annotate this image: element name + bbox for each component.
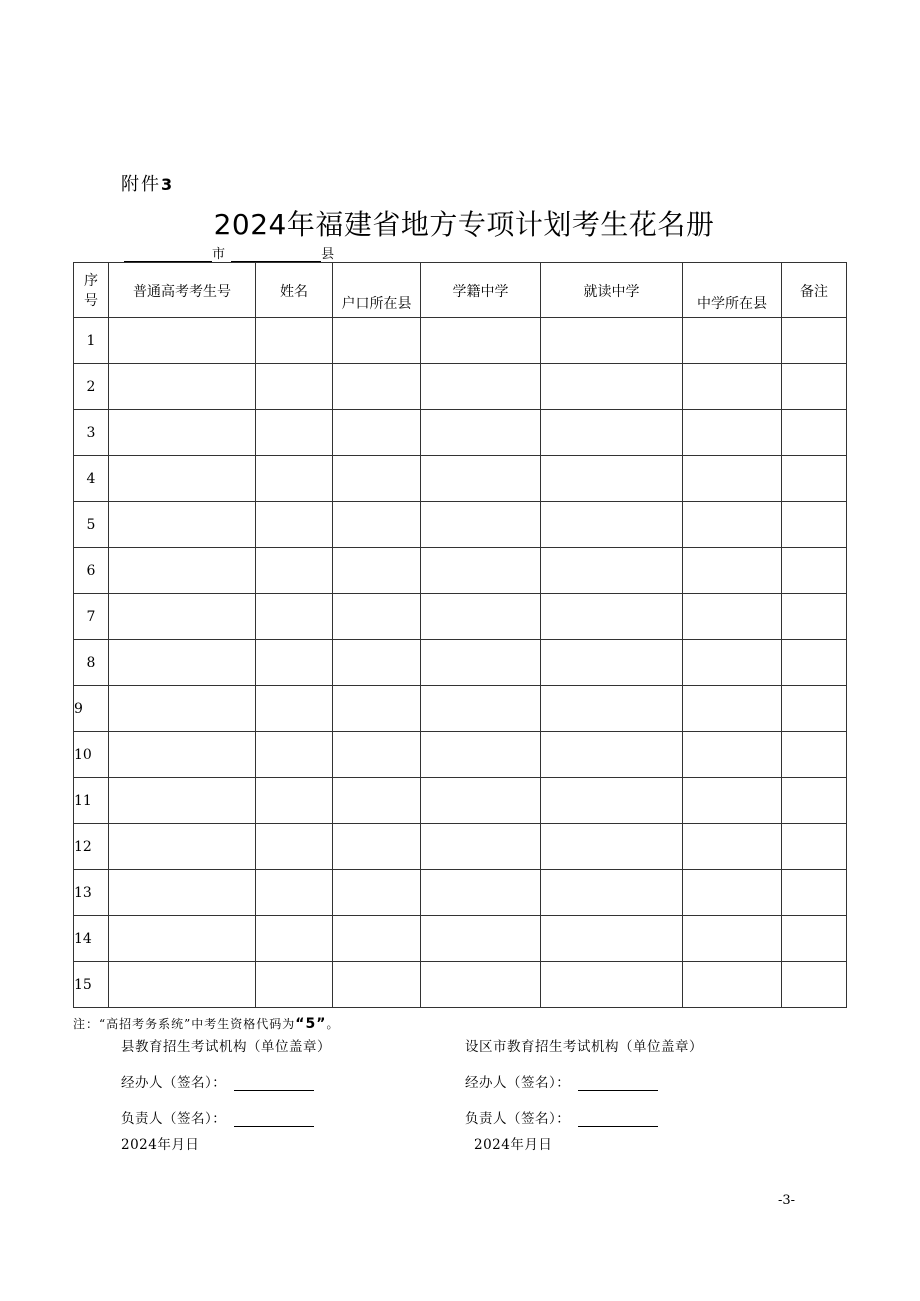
right-leader-blank[interactable]: [578, 1112, 658, 1127]
table-cell[interactable]: [782, 916, 847, 962]
table-cell[interactable]: [421, 594, 541, 640]
table-cell[interactable]: [541, 916, 683, 962]
table-cell[interactable]: [541, 824, 683, 870]
table-cell[interactable]: [333, 962, 421, 1008]
left-handler-line: 经办人（签名）：: [121, 1071, 314, 1091]
header-row: [74, 263, 847, 318]
col-header-remarks: 备注: [782, 263, 847, 318]
table-cell[interactable]: [421, 364, 541, 410]
table-cell[interactable]: [782, 548, 847, 594]
table-cell[interactable]: [541, 456, 683, 502]
table-cell[interactable]: [782, 732, 847, 778]
left-leader-line: 负责人（签名）：: [121, 1107, 314, 1127]
row-seq-cell: 13: [74, 870, 109, 916]
table-cell[interactable]: [782, 594, 847, 640]
table-cell[interactable]: [421, 824, 541, 870]
table-cell[interactable]: [541, 364, 683, 410]
table-cell[interactable]: [109, 732, 256, 778]
table-cell[interactable]: [683, 870, 782, 916]
table-cell[interactable]: [256, 456, 333, 502]
table-cell[interactable]: [109, 686, 256, 732]
county-suffix: 县: [321, 247, 335, 262]
table-cell[interactable]: [256, 962, 333, 1008]
right-leader-line: 负责人（签名）：: [465, 1107, 658, 1127]
row-seq-cell: 1: [74, 318, 109, 364]
table-cell[interactable]: [782, 502, 847, 548]
table-row: [74, 594, 847, 640]
table-cell[interactable]: [782, 962, 847, 1008]
row-seq-cell: 7: [74, 594, 109, 640]
table-row: [74, 870, 847, 916]
table-cell[interactable]: [683, 410, 782, 456]
table-cell[interactable]: [256, 732, 333, 778]
table-cell[interactable]: [683, 548, 782, 594]
table-cell[interactable]: [256, 640, 333, 686]
table-row: [74, 962, 847, 1008]
table-cell[interactable]: [683, 456, 782, 502]
table-cell[interactable]: [333, 778, 421, 824]
table-cell[interactable]: [421, 502, 541, 548]
left-handler-blank[interactable]: [234, 1076, 314, 1091]
table-cell[interactable]: [333, 502, 421, 548]
col-header-household-county: 户口所在县: [333, 263, 421, 318]
table-cell[interactable]: [109, 594, 256, 640]
page-title: 2024年福建省地方专项计划考生花名册: [213, 208, 715, 241]
region-line: [124, 243, 334, 262]
table-row: [74, 502, 847, 548]
table-cell[interactable]: [109, 364, 256, 410]
table-cell[interactable]: [256, 916, 333, 962]
table-cell[interactable]: [333, 364, 421, 410]
table-cell[interactable]: [109, 870, 256, 916]
right-date: 2024年月日: [474, 1137, 553, 1153]
table-cell[interactable]: [683, 502, 782, 548]
table-row: [74, 456, 847, 502]
table-cell[interactable]: [333, 916, 421, 962]
row-seq-cell: 12: [74, 824, 109, 870]
table-cell[interactable]: [683, 318, 782, 364]
table-cell[interactable]: [782, 364, 847, 410]
qualification-code: “5”: [295, 1016, 327, 1032]
roster-table: [73, 262, 847, 1008]
city-blank[interactable]: [124, 247, 212, 262]
table-row: [74, 732, 847, 778]
table-cell[interactable]: [333, 594, 421, 640]
col-header-exam-id: 普通高考考生号: [109, 263, 256, 318]
county-blank[interactable]: [231, 247, 321, 262]
row-seq-cell: 9: [74, 686, 109, 732]
table-cell[interactable]: [421, 410, 541, 456]
table-cell[interactable]: [421, 456, 541, 502]
table-cell[interactable]: [782, 318, 847, 364]
table-cell[interactable]: [421, 916, 541, 962]
table-cell[interactable]: [782, 456, 847, 502]
table-cell[interactable]: [541, 594, 683, 640]
col-header-school-county: 中学所在县: [683, 263, 782, 318]
table-cell[interactable]: [683, 640, 782, 686]
table-cell[interactable]: [541, 732, 683, 778]
table-cell[interactable]: [421, 870, 541, 916]
col-header-name: 姓名: [256, 263, 333, 318]
table-cell[interactable]: [256, 318, 333, 364]
table-cell[interactable]: [256, 548, 333, 594]
table-cell[interactable]: [541, 962, 683, 1008]
attachment-number: 3: [161, 175, 175, 194]
table-cell[interactable]: [421, 778, 541, 824]
left-date: 2024年月日: [121, 1137, 200, 1153]
table-row: [74, 686, 847, 732]
col-header-registered-school: 学籍中学: [421, 263, 541, 318]
table-cell[interactable]: [782, 870, 847, 916]
table-cell[interactable]: [421, 962, 541, 1008]
table-cell[interactable]: [109, 548, 256, 594]
table-cell[interactable]: [256, 824, 333, 870]
left-leader-blank[interactable]: [234, 1112, 314, 1127]
table-cell[interactable]: [109, 318, 256, 364]
table-cell[interactable]: [256, 778, 333, 824]
right-handler-blank[interactable]: [578, 1076, 658, 1091]
table-cell[interactable]: [541, 410, 683, 456]
table-row: [74, 410, 847, 456]
table-cell[interactable]: [541, 502, 683, 548]
table-cell[interactable]: [683, 732, 782, 778]
table-cell[interactable]: [421, 732, 541, 778]
row-seq-cell: 3: [74, 410, 109, 456]
table-cell[interactable]: [782, 640, 847, 686]
table-cell[interactable]: [333, 732, 421, 778]
table-cell[interactable]: [782, 778, 847, 824]
table-cell[interactable]: [109, 824, 256, 870]
table-cell[interactable]: [333, 410, 421, 456]
table-cell[interactable]: [256, 594, 333, 640]
table-cell[interactable]: [683, 686, 782, 732]
table-cell[interactable]: [109, 640, 256, 686]
table-cell[interactable]: [541, 640, 683, 686]
city-suffix: 市: [212, 247, 226, 262]
row-seq-cell: 14: [74, 916, 109, 962]
table-row: [74, 364, 847, 410]
table-cell[interactable]: [256, 364, 333, 410]
table-cell[interactable]: [421, 318, 541, 364]
table-row: [74, 318, 847, 364]
table-cell[interactable]: [333, 870, 421, 916]
table-cell[interactable]: [256, 686, 333, 732]
table-cell[interactable]: [109, 502, 256, 548]
table-cell[interactable]: [683, 778, 782, 824]
table-cell[interactable]: [683, 962, 782, 1008]
table-cell[interactable]: [683, 916, 782, 962]
table-cell[interactable]: [541, 778, 683, 824]
table-cell[interactable]: [333, 456, 421, 502]
table-cell[interactable]: [683, 824, 782, 870]
row-seq-cell: 15: [74, 962, 109, 1008]
table-cell[interactable]: [256, 410, 333, 456]
row-seq-cell: 2: [74, 364, 109, 410]
table-row: [74, 640, 847, 686]
table-cell[interactable]: [683, 594, 782, 640]
table-cell[interactable]: [109, 456, 256, 502]
row-seq-cell: 10: [74, 732, 109, 778]
table-cell[interactable]: [541, 870, 683, 916]
table-cell[interactable]: [541, 318, 683, 364]
row-seq-cell: 5: [74, 502, 109, 548]
table-cell[interactable]: [421, 640, 541, 686]
table-cell[interactable]: [421, 686, 541, 732]
table-row: [74, 916, 847, 962]
table-cell[interactable]: [109, 962, 256, 1008]
table-cell[interactable]: [782, 824, 847, 870]
table-cell[interactable]: [256, 870, 333, 916]
col-header-attending-school: 就读中学: [541, 263, 683, 318]
table-cell[interactable]: [683, 364, 782, 410]
table-cell[interactable]: [109, 778, 256, 824]
left-org-label: 县教育招生考试机构（单位盖章）: [121, 1039, 331, 1055]
table-row: [74, 778, 847, 824]
table-cell[interactable]: [333, 824, 421, 870]
table-cell[interactable]: [256, 502, 333, 548]
row-seq-cell: 6: [74, 548, 109, 594]
table-cell[interactable]: [333, 686, 421, 732]
table-cell[interactable]: [541, 686, 683, 732]
row-seq-cell: 4: [74, 456, 109, 502]
table-row: [74, 548, 847, 594]
table-cell[interactable]: [109, 916, 256, 962]
table-cell[interactable]: [333, 548, 421, 594]
right-handler-line: 经办人（签名）：: [465, 1071, 658, 1091]
table-row: [74, 824, 847, 870]
col-header-seq: 序号: [74, 263, 109, 318]
table-cell[interactable]: [333, 318, 421, 364]
row-seq-cell: 8: [74, 640, 109, 686]
page-number: -3-: [778, 1193, 796, 1208]
right-org-label: 设区市教育招生考试机构（单位盖章）: [465, 1039, 703, 1055]
footnote: 注：“高招考务系统”中考生资格代码为“5”。: [73, 1016, 340, 1032]
row-seq-cell: 11: [74, 778, 109, 824]
table-cell[interactable]: [421, 548, 541, 594]
table-cell[interactable]: [109, 410, 256, 456]
table-cell[interactable]: [333, 640, 421, 686]
table-cell[interactable]: [782, 686, 847, 732]
table-cell[interactable]: [541, 548, 683, 594]
table-cell[interactable]: [782, 410, 847, 456]
attachment-label: 附件3: [121, 174, 175, 195]
